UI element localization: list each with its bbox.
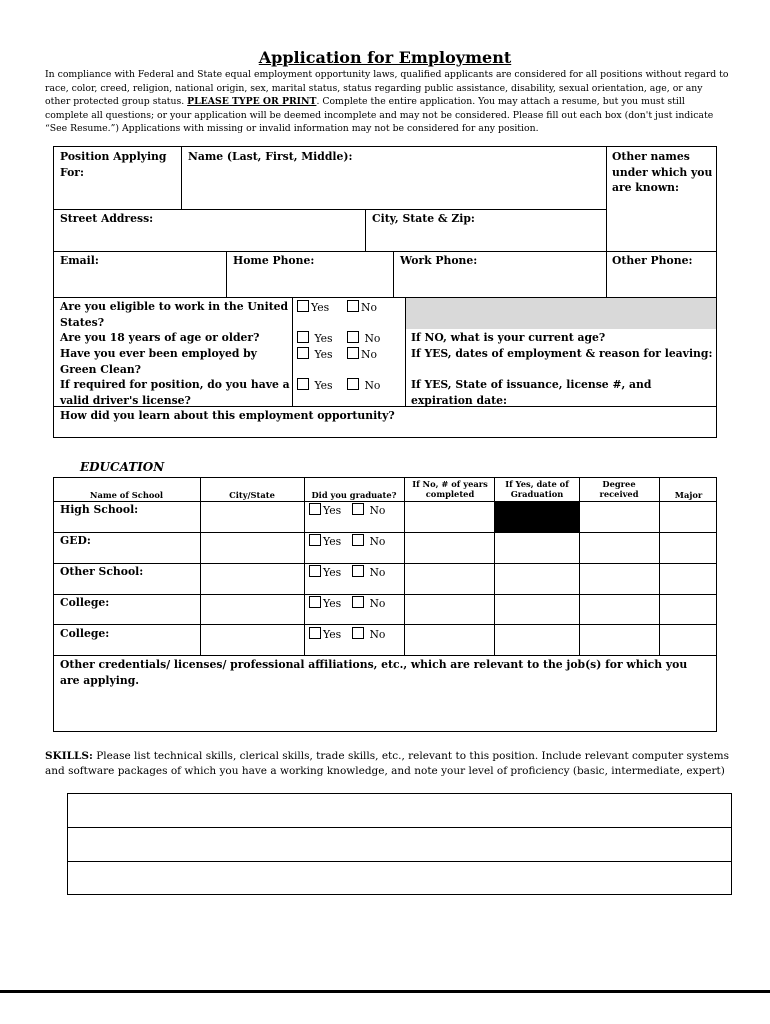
age-question: Are you 18 years of age or older? xyxy=(60,331,260,344)
work-phone-label: Work Phone: xyxy=(400,254,478,267)
intro-paragraph xyxy=(45,68,730,136)
no-text: No xyxy=(361,301,377,314)
city-state-zip-label: City, State & Zip: xyxy=(372,212,475,225)
eligible-no-checkbox[interactable] xyxy=(347,300,359,312)
yes-text: Yes xyxy=(323,628,342,641)
no-text: No xyxy=(364,379,381,392)
col-school: Name of School xyxy=(89,490,164,500)
col-years: If No, # of years completed xyxy=(412,479,488,499)
eligible-yes-checkbox[interactable] xyxy=(297,300,309,312)
graduate-no-checkbox[interactable] xyxy=(352,596,364,608)
no-text: No xyxy=(369,628,386,641)
yes-text: Yes xyxy=(314,348,333,361)
other-phone-label: Other Phone: xyxy=(612,254,693,267)
graduate-no-checkbox[interactable] xyxy=(352,627,364,639)
col-graduate: Did you graduate? xyxy=(311,490,397,500)
license-no-checkbox[interactable] xyxy=(347,378,359,390)
graduate-yes-checkbox[interactable] xyxy=(309,627,321,639)
employed-no-option[interactable] xyxy=(347,347,377,362)
graduate-yes-checkbox[interactable] xyxy=(309,503,321,515)
edu-row-label: GED: xyxy=(60,534,91,547)
license-yes-option[interactable] xyxy=(297,378,333,393)
no-text: No xyxy=(369,566,386,579)
license-followup: If YES, State of issuance, license #, and expiration date: xyxy=(411,378,652,407)
learn-about-question: How did you learn about this employment opportunity? xyxy=(60,409,395,422)
skills-line-2[interactable] xyxy=(68,828,731,861)
yes-text: Yes xyxy=(314,379,333,392)
license-question: If required for position, do you have a valid driver's license? xyxy=(60,378,290,407)
shaded-cell xyxy=(405,298,716,329)
employed-yes-option[interactable] xyxy=(297,347,333,362)
edu-row-label: College: xyxy=(60,627,110,640)
edu-graduate-no[interactable] xyxy=(352,503,385,518)
page-title: Application for Employment xyxy=(258,48,512,67)
graduate-no-checkbox[interactable] xyxy=(352,565,364,577)
employed-followup: If YES, dates of employment & reason for leaving: xyxy=(411,347,713,360)
age-yes-option[interactable] xyxy=(297,331,333,346)
intro-text: In compliance with Federal and State equal employment opportunity laws, qualified applicants are considered for all positions without regard to race, color, creed, religion, national origin, sex, marital status, status regarding public assistance, disability, sexual orientation, age, or any other protected group status. xyxy=(45,69,729,108)
intro-emphasis: PLEASE TYPE OR PRINT xyxy=(187,96,317,108)
eligible-no-option[interactable] xyxy=(347,300,377,315)
home-phone-label: Home Phone: xyxy=(233,254,315,267)
yes-text: Yes xyxy=(314,332,333,345)
edu-row-label: College: xyxy=(60,596,110,609)
edu-graduate-yes[interactable] xyxy=(309,534,341,549)
employed-no-checkbox[interactable] xyxy=(347,347,359,359)
position-applying-label: Position Applying For: xyxy=(60,150,167,179)
yes-text: Yes xyxy=(323,597,342,610)
no-text: No xyxy=(369,535,386,548)
intro-text-continued: . Complete the entire application. You may attach a resume, but you must still complete all questions; or your application will be deemed incomplete and may not be considered. Please fill out each box (don't just indicate “See Resume.”) Applications with missing or invalid information may not be considered for any position. xyxy=(45,96,714,135)
yes-text: Yes xyxy=(323,504,342,517)
edu-graduate-yes[interactable] xyxy=(309,596,341,611)
name-label: Name (Last, First, Middle): xyxy=(188,150,353,163)
graduate-yes-checkbox[interactable] xyxy=(309,565,321,577)
edu-graduate-yes[interactable] xyxy=(309,627,341,642)
graduate-yes-checkbox[interactable] xyxy=(309,596,321,608)
edu-graduate-yes[interactable] xyxy=(309,565,341,580)
employed-yes-checkbox[interactable] xyxy=(297,347,309,359)
age-followup: If NO, what is your current age? xyxy=(411,331,606,344)
col-city-state: City/State xyxy=(229,490,275,500)
skills-label: SKILLS: xyxy=(45,750,93,762)
age-no-checkbox[interactable] xyxy=(347,331,359,343)
age-yes-checkbox[interactable] xyxy=(297,331,309,343)
no-text: No xyxy=(369,597,386,610)
edu-row-label: High School: xyxy=(60,503,139,516)
edu-graduate-yes[interactable] xyxy=(309,503,341,518)
yes-text: Yes xyxy=(323,566,342,579)
eligible-yes-option[interactable] xyxy=(297,300,329,315)
other-names-label: Other names under which you are known: xyxy=(612,150,713,194)
employed-before-question: Have you ever been employed by Green Clean? xyxy=(60,347,257,376)
bottom-rule xyxy=(0,990,770,993)
blacked-out-cell xyxy=(495,502,579,532)
edu-graduate-no[interactable] xyxy=(352,596,385,611)
skills-line-1[interactable] xyxy=(68,794,731,827)
education-heading: EDUCATION xyxy=(80,460,165,474)
no-text: No xyxy=(369,504,386,517)
edu-graduate-no[interactable] xyxy=(352,565,385,580)
eligible-question: Are you eligible to work in the United States? xyxy=(60,300,289,329)
yes-text: Yes xyxy=(323,535,342,548)
graduate-yes-checkbox[interactable] xyxy=(309,534,321,546)
email-label: Email: xyxy=(60,254,99,267)
license-yes-checkbox[interactable] xyxy=(297,378,309,390)
graduate-no-checkbox[interactable] xyxy=(352,503,364,515)
col-grad-date: If Yes, date of Graduation xyxy=(505,479,569,499)
street-address-label: Street Address: xyxy=(60,212,154,225)
edu-graduate-no[interactable] xyxy=(352,627,385,642)
no-text: No xyxy=(361,348,377,361)
col-major: Major xyxy=(674,490,703,500)
edu-row-label: Other School: xyxy=(60,565,144,578)
skills-line-3[interactable] xyxy=(68,862,731,894)
license-no-option[interactable] xyxy=(347,378,380,393)
col-degree: Degree received xyxy=(599,479,639,499)
age-no-option[interactable] xyxy=(347,331,380,346)
yes-text: Yes xyxy=(311,301,330,314)
credentials-label: Other credentials/ licenses/ professional affiliations, etc., which are relevant to the job(s) for which you are applying. xyxy=(60,658,688,687)
edu-graduate-no[interactable] xyxy=(352,534,385,549)
graduate-no-checkbox[interactable] xyxy=(352,534,364,546)
skills-text: Please list technical skills, clerical skills, trade skills, etc., relevant to this position. Include relevant computer systems and software packages of which you have a working knowledge, and note your level of proficiency (basic, intermediate, expert) xyxy=(45,750,729,777)
no-text: No xyxy=(364,332,381,345)
skills-instructions xyxy=(45,749,735,778)
